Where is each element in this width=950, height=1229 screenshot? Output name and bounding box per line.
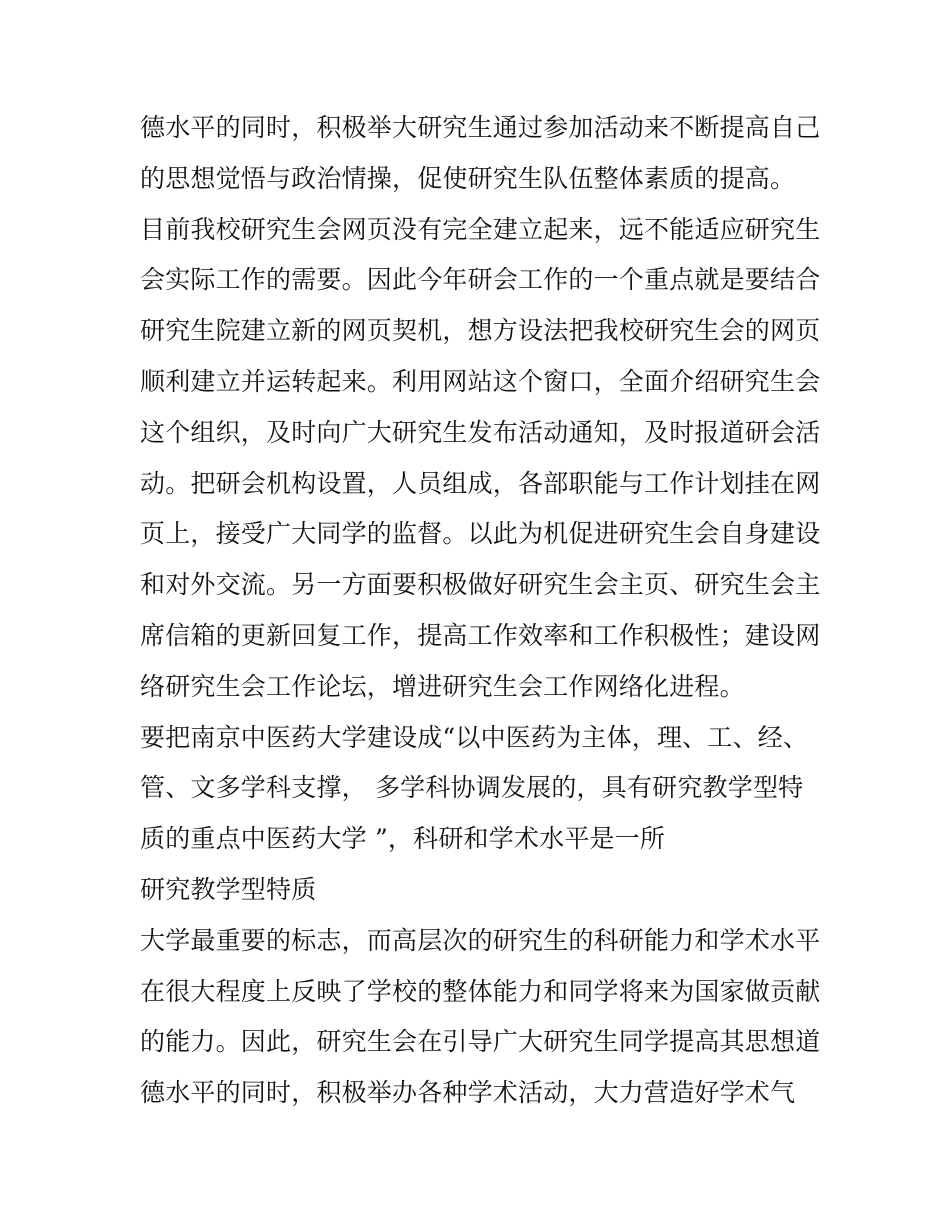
body-text: [140, 103, 830, 1119]
text-line: 页上，接受广大同学的监督。以此为机促进研究生会自身建设: [140, 519, 821, 549]
text-line: 顺利建立并运转起来。利用网站这个窗口，全面介绍研究生会: [140, 366, 821, 396]
text-line: 的思想觉悟与政治情操，促使研究生队伍整体素质的提高。: [140, 163, 796, 193]
text-line: 会实际工作的需要。因此今年研会工作的一个重点就是要结合: [140, 265, 821, 295]
text-line: 动。把研会机构设置，人员组成，各部职能与工作计划挂在网: [140, 468, 821, 498]
text-line: 目前我校研究生会网页没有完全建立起来，远不能适应研究生: [140, 214, 821, 244]
text-line: 络研究生会工作论坛，增进研究生会工作网络化进程。: [140, 671, 745, 701]
text-line: 德水平的同时，积极举办各种学术活动，大力营造好学术气: [140, 1078, 796, 1108]
text-line: 德水平的同时，积极举大研究生通过参加活动来不断提高自己: [140, 113, 821, 142]
text-line: 研究教学型特质: [140, 874, 317, 904]
text-line: 大学最重要的标志，而高层次的研究生的科研能力和学术水平: [140, 925, 821, 955]
text-line: 席信箱的更新回复工作，提高工作效率和工作积极性；建设网: [140, 620, 821, 650]
text-line: 管、文多学科支撑， 多学科协调发展的，具有研究教学型特: [140, 773, 804, 803]
text-line: 要把南京中医药大学建设成“以中医药为主体，理、工、经、: [140, 722, 809, 752]
text-line: 这个组织，及时向广大研究生发布活动通知，及时报道研会活: [140, 417, 821, 447]
text-line: 的能力。因此，研究生会在引导广大研究生同学提高其思想道: [140, 1027, 821, 1057]
text-line: 质的重点中医药大学 ”，科研和学术水平是一所: [140, 824, 666, 854]
text-line: 和对外交流。另一方面要积极做好研究生会主页、研究生会主: [140, 570, 821, 600]
text-line: 在很大程度上反映了学校的整体能力和同学将来为国家做贡献: [140, 976, 821, 1006]
text-line: 研究生院建立新的网页契机，想方设法把我校研究生会的网页: [140, 316, 821, 346]
